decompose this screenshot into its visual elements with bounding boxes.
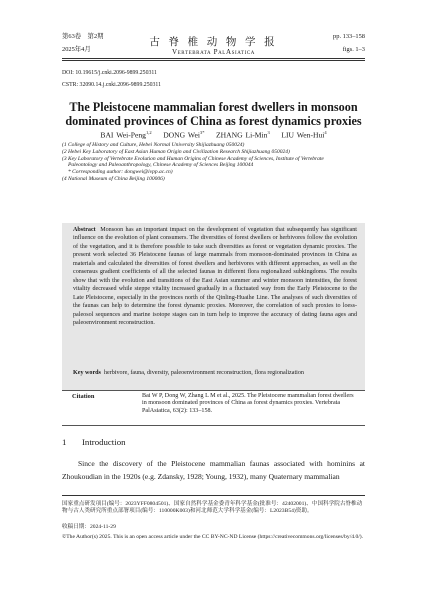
abstract-text: Abstract Monsoon has an important impact on the development of vegetation that subsequently has significant influence on the evolution of plant consumers. The diversities of forest dwellers or herbivores follow the evolution of the vegetation, and it is therefore possible to take such diversities as forest or vegetation dynamic proxies. The present work selected 36 Pleistocene faunas of large mammals from monsoon-dominated provinces in China as materials and calculated the diversities of forest dwellers and herbivores with different approaches, as well as the consensus gradient coefficients of all the selected faunas in different flora regionalized subkingdoms. The results show that with the evolution and transitions of the East Asian summer and winter monsoon intensities, the forest vitality decreased while steppe vitality increased gradually in a fluctuated way from the Early Pleistocene to the Late Pleistocene, especially in the provinces north of the Qinling-Huaihe Line. The analyses of such diversities of the faunas can help to determine the forest dynamic proxies. Moreover, the correlation of such proxies to loess-paleosol sequences and marine isotope stages can in turn help to improve the accuracy of dating fauna ages and paleoenvironment reconstruction. — [73, 227, 357, 326]
author-name: DONG Wei — [163, 130, 200, 140]
license-note: ©The Author(s) 2025. This is an open access article under the CC BY-NC-ND License (https://creativecommons.org/licenses/by/4.0/). — [62, 534, 364, 540]
author-name: ZHANG Li-Min — [216, 130, 268, 140]
citation-text: Bai W P, Dong W, Zhang L M et al., 2025. The Pleistocene mammalian forest dwellers in monsoon dominated provinces of China as forest dynamics proxies. Vertebrata PalAsiatica, 63(2): 133–158. — [142, 393, 354, 414]
issue-date: 2025年4月 — [62, 46, 91, 53]
affiliation-line: (3 Key Laboratory of Vertebrate Evolution and Human Origins of Chinese Academy of Sciences, Institute of Vertebrate — [62, 155, 324, 162]
keywords-label: Key words — [73, 370, 101, 376]
received-date: 收稿日期：2024-11-29 — [62, 524, 116, 530]
affiliation-line: (2 Hebei Key Laboratory of East Asian Human Origin and Civilization Research Shijiazhuang 050024) — [62, 148, 290, 155]
abstract-label: Abstract — [73, 227, 96, 233]
page-range: pp. 133–158 — [333, 33, 365, 40]
citation-label: Citation — [72, 393, 95, 400]
footnote-rule — [62, 495, 365, 496]
affiliation-line: (4 National Museum of China Beijing 100006) — [62, 175, 165, 182]
article-title: The Pleistocene mammalian forest dwellers in monsoon dominated provinces of China as forest dynamics proxies — [65, 100, 362, 128]
intro-paragraph: Since the discovery of the Pleistocene mammalian faunas associated with hominins at Zhoukoudian in the 1920s (e.g. Zdansky, 1928; Young, 1932), many Quaternary mammalian — [62, 459, 365, 481]
affiliations — [62, 142, 365, 183]
section-heading: 1 Introduction — [62, 437, 126, 447]
cstr: CSTR: 32090.14.j.cnki.2096-9899.250311 — [62, 82, 161, 88]
corresponding-author: * Corresponding author: dongwei@ivpp.ac.cn) — [68, 169, 173, 176]
keywords: Key words herbivore, fauna, diversity, paleoenvironment reconstruction, flora regionalization — [73, 370, 304, 376]
author-name: LIU Wen-Hui — [281, 130, 325, 140]
citation-rule-top — [62, 390, 365, 391]
header-rule-bottom — [62, 60, 365, 61]
author-list: BAI Wei-Peng$^{1,2}$ DONG Wei$^{3*}$ ZHANG Li-Min$^3$ LIU Wen-Hui$^4$ — [100, 130, 327, 140]
volume-issue: 第63卷 第2期 — [62, 33, 104, 40]
journal-title-en: Vertebrata PalAsiatica — [172, 48, 255, 56]
citation-rule-bottom — [62, 425, 365, 426]
figure-range: figs. 1–3 — [342, 46, 365, 53]
funding-note: 国家重点研发项目(编号：2023YFF0804501)、国家自然科学基金委青年科学基金(批准号：42402001)、中国科学院古脊椎动物与古人类研究所重点部署项目(编号：110000K003)和河北师范大学科学基金(编号：L2023B54)资助。 — [62, 501, 363, 514]
journal-title-cn: 古 脊 椎 动 物 学 报 — [149, 37, 278, 48]
header-rule-top — [62, 58, 365, 59]
affiliation-line: Paleontology and Paleoanthropology, Chinese Academy of Sciences Beijing 100044 — [68, 162, 254, 169]
doi[interactable]: DOI: 10.19615/j.cnki.2096-9899.250311 — [62, 70, 157, 76]
abstract-box — [62, 223, 365, 391]
citation-box — [62, 389, 365, 426]
author-name: BAI Wei-Peng — [100, 130, 146, 140]
affiliation-line: (1 College of History and Culture, Hebei Normal University Shijiazhuang 050024) — [62, 142, 245, 148]
